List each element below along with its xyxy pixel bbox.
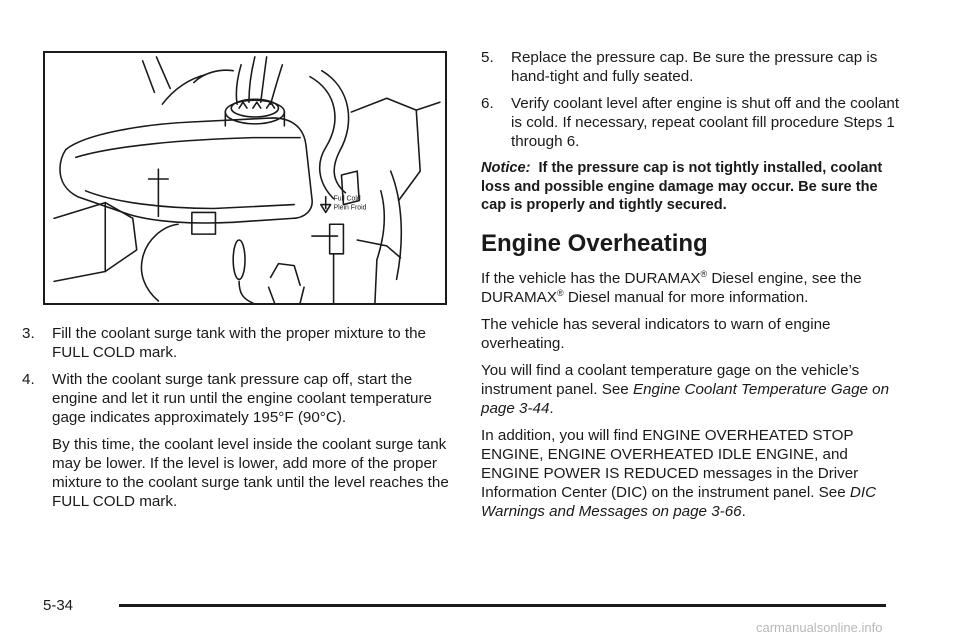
- duramax-paragraph: [481, 269, 901, 307]
- gage-text: You will find a coolant temperature gage on the vehicle’s instrument panel. See: [481, 361, 860, 398]
- registered-mark: ®: [700, 268, 708, 279]
- step-6: [481, 94, 901, 151]
- duramax-text-3: Diesel manual for more information.: [563, 288, 809, 306]
- page-number: 5-34: [43, 597, 74, 614]
- engine-drawing: [45, 53, 445, 303]
- footer-divider: [119, 604, 886, 607]
- step-4-number: 4.: [22, 371, 35, 388]
- step-5-number: 5.: [481, 49, 494, 66]
- step-5-text: Replace the pressure cap. Be sure the pressure cap is hand-tight and fully seated.: [511, 49, 878, 85]
- duramax-text-1: If the vehicle has the DURAMAX: [481, 269, 701, 287]
- step-6-number: 6.: [481, 95, 494, 112]
- gage-page-reference-link[interactable]: Engine Coolant Temperature Gage on page 3-44: [481, 380, 890, 417]
- notice-text: If the pressure cap is not tightly installed, coolant loss and possible engine damage may occur. Be sure the cap is properly and tightly secured.: [481, 160, 883, 213]
- step-4-text: With the coolant surge tank pressure cap off, start the engine and let it run until the engine coolant temperature gage indicates approximately 195°F (90°C).: [52, 371, 432, 426]
- step-5: [481, 48, 901, 86]
- gage-paragraph: [481, 361, 901, 418]
- watermark: carmanualsonline.info: [756, 620, 883, 635]
- dic-text-end: .: [741, 502, 746, 520]
- left-column: [22, 324, 452, 519]
- step-6-text: Verify coolant level after engine is shut off and the coolant is cold. If necessary, repeat coolant fill procedure Steps 1 through 6.: [511, 95, 900, 150]
- indicators-paragraph: The vehicle has several indicators to warn of engine overheating.: [481, 315, 831, 352]
- step-3-text: Fill the coolant surge tank with the proper mixture to the FULL COLD mark.: [52, 325, 426, 361]
- dic-page-reference-link[interactable]: DIC Warnings and Messages on page 3-66: [481, 483, 877, 520]
- duramax-text-2: Diesel engine, see the DURAMAX: [481, 269, 862, 306]
- gage-text-end: .: [549, 399, 554, 417]
- step-3: [22, 324, 452, 362]
- plein-froid-mark-label: Plein Froid: [333, 204, 367, 212]
- notice-block: [481, 159, 901, 215]
- step-3-number: 3.: [22, 325, 35, 342]
- dic-paragraph: [481, 426, 901, 521]
- section-heading: Engine Overheating: [481, 229, 708, 257]
- coolant-surge-tank-illustration: [43, 51, 447, 305]
- full-cold-mark-label: Full Cold: [333, 195, 361, 203]
- registered-mark: ®: [556, 287, 564, 298]
- notice-label: Notice:: [481, 160, 531, 176]
- step-4: [22, 370, 452, 427]
- dic-text: In addition, you will find ENGINE OVERHEATED STOP ENGINE, ENGINE OVERHEATED IDLE ENGINE, and ENGINE POWER IS REDUCED messages in the Driver Information Center (DIC) on the instrument panel. See: [481, 426, 859, 501]
- right-column: [481, 48, 901, 529]
- step-4-note: By this time, the coolant level inside the coolant surge tank may be lower. If the level is lower, add more of the proper mixture to the coolant surge tank until the level reaches the FULL COLD mark.: [52, 436, 449, 510]
